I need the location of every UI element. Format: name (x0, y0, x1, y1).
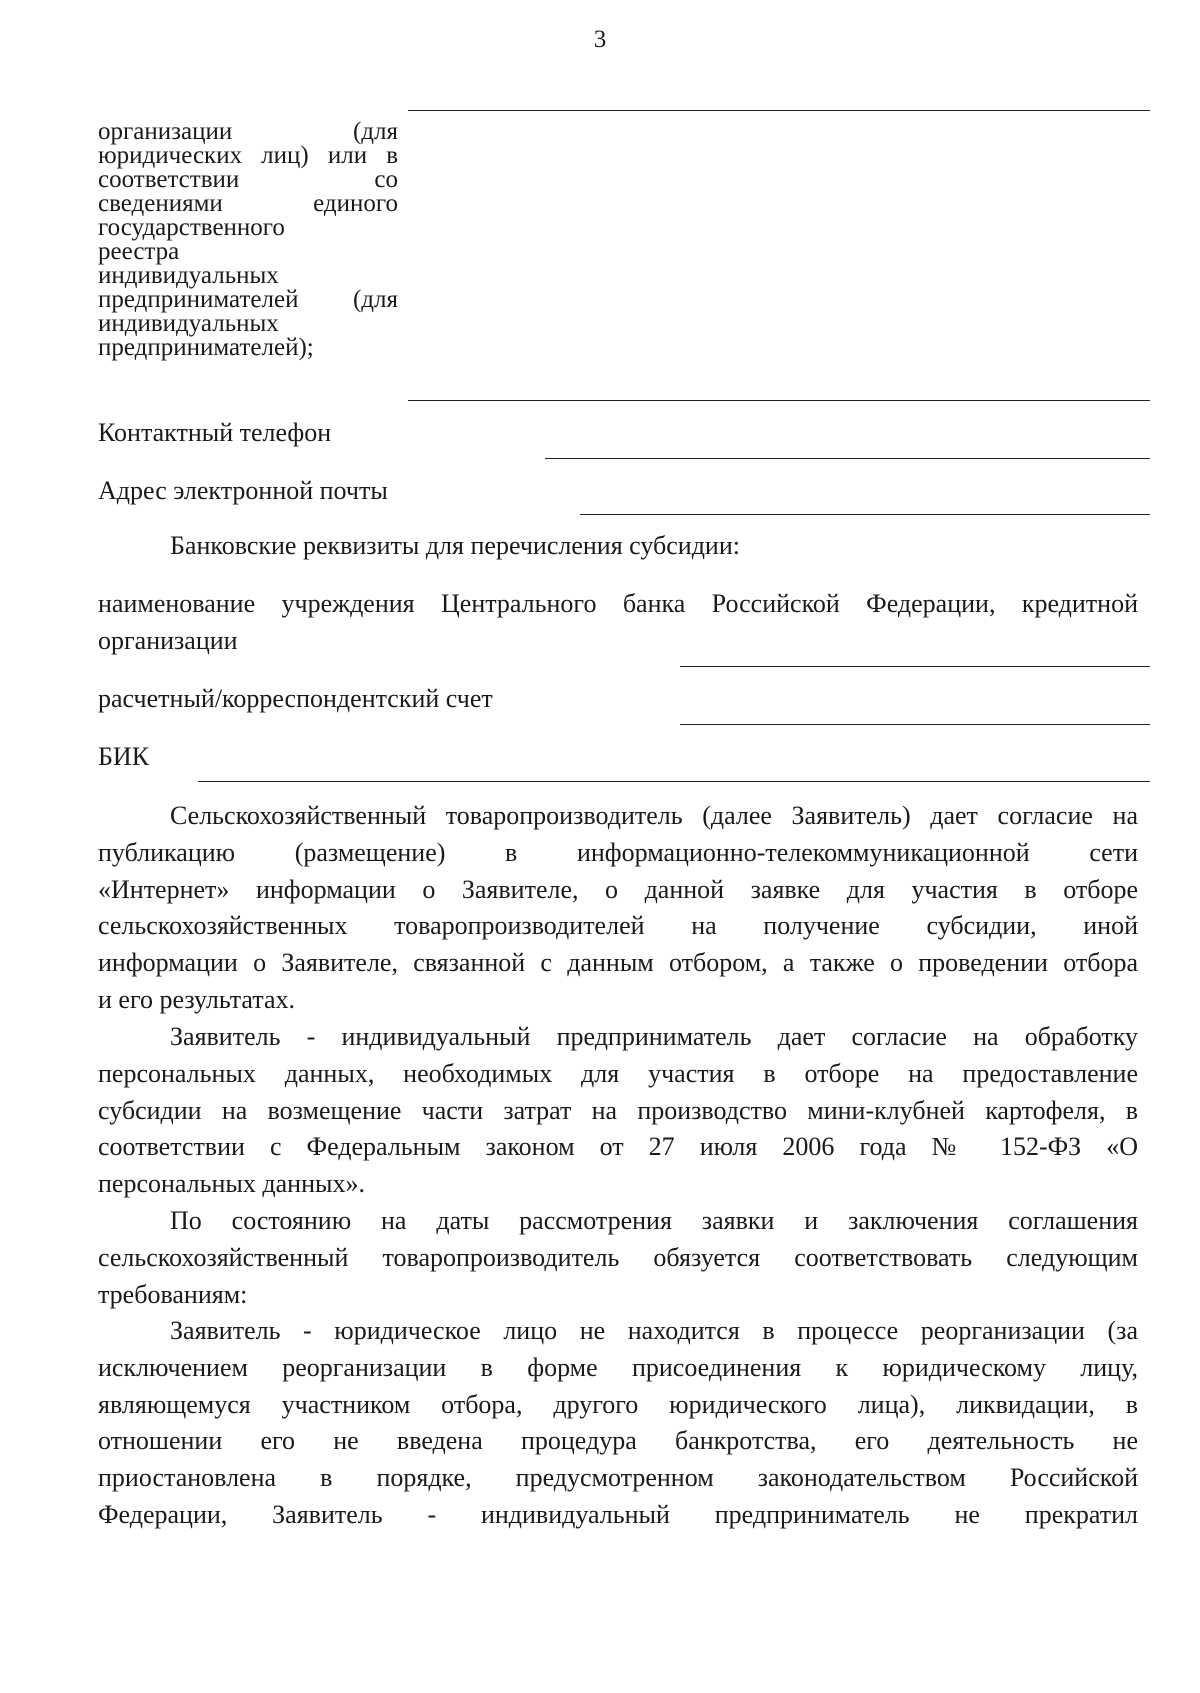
registry-note-line: государственного (98, 214, 285, 241)
paragraph-consent-personal-data (98, 1019, 1138, 1203)
registry-note-line: индивидуальных (98, 262, 279, 289)
paragraph-line: и его результатах. (98, 984, 296, 1014)
paragraph-line: публикацию (размещение) в информационно-телекоммуникационной сети (98, 837, 1138, 867)
bank-name-input-line[interactable] (680, 666, 1150, 667)
paragraph-requirement-reorganization (98, 1313, 1138, 1534)
registry-note-line: индивидуальных (98, 310, 279, 337)
phone-label: Контактный телефон (98, 418, 332, 447)
paragraph-line: По состоянию на даты рассмотрения заявки и заключения соглашения (170, 1206, 1138, 1235)
bank-name-line: наименование учреждения Центрального банка Российской Федерации, кредитной (98, 589, 1138, 618)
account-label: расчетный/корреспондентский счет (98, 684, 493, 713)
bik-input-line[interactable] (198, 781, 1150, 782)
paragraph-line: сельскохозяйственный товаропроизводитель обязуется соответствовать следующим (98, 1242, 1138, 1272)
paragraph-line: Заявитель - юридическое лицо не находится в процессе реорганизации (за (170, 1316, 1138, 1345)
registry-note-line: предпринимателей (для (98, 286, 398, 313)
bank-name-line: организации (98, 625, 238, 655)
paragraph-line: сельскохозяйственных товаропроизводителей на получение субсидии, иной (98, 911, 1138, 941)
bank-details-title: Банковские реквизиты для перечисления субсидии: (170, 531, 740, 560)
paragraph-line: информации о Заявителе, связанной с данным отбором, а также о проведении отбора (98, 948, 1138, 978)
paragraph-line: исключением реорганизации в форме присоединения к юридическому лицу, (98, 1352, 1138, 1382)
paragraph-line: соответствии с Федеральным законом от 27 июля 2006 года № 152-ФЗ «О (98, 1132, 1138, 1162)
bik-label: БИК (98, 742, 150, 771)
blank-line-registry-bottom[interactable] (408, 400, 1150, 401)
paragraph-line: Заявитель - индивидуальный предприниматель дает согласие на обработку (170, 1022, 1138, 1051)
paragraph-line: Сельскохозяйственный товаропроизводитель (далее Заявитель) дает согласие на (170, 801, 1138, 830)
paragraph-requirements-intro (98, 1203, 1138, 1313)
paragraph-line: субсидии на возмещение части затрат на производство мини-клубней картофеля, в (98, 1095, 1138, 1125)
registry-note-line: предпринимателей); (98, 334, 314, 361)
email-input-line[interactable] (580, 514, 1150, 515)
email-label: Адрес электронной почты (98, 476, 388, 505)
paragraph-line: персональных данных». (98, 1169, 365, 1199)
account-input-line[interactable] (680, 724, 1150, 725)
phone-input-line[interactable] (545, 458, 1150, 459)
registry-note-line: организации (для (98, 118, 398, 145)
paragraph-line: требованиям: (98, 1279, 248, 1309)
registry-note (98, 120, 398, 360)
page-number: 3 (593, 26, 607, 53)
paragraph-line: Федерации, Заявитель - индивидуальный предприниматель не прекратил (98, 1499, 1138, 1529)
blank-line-registry-top[interactable] (408, 110, 1150, 111)
bank-name-block (98, 586, 1138, 660)
registry-note-line: соответствии со (98, 166, 398, 193)
paragraph-consent-publication (98, 798, 1138, 1019)
registry-note-line: юридических лиц) или в (98, 142, 398, 169)
paragraph-line: приостановлена в порядке, предусмотренном законодательством Российской (98, 1463, 1138, 1493)
paragraph-line: «Интернет» информации о Заявителе, о данной заявке для участия в отборе (98, 874, 1138, 904)
registry-note-line: реестра (98, 238, 180, 265)
paragraph-line: отношении его не введена процедура банкротства, его деятельность не (98, 1426, 1138, 1456)
paragraph-line: являющемуся участником отбора, другого юридического лица), ликвидации, в (98, 1389, 1138, 1419)
registry-note-line: сведениями единого (98, 190, 398, 217)
paragraph-line: персональных данных, необходимых для участия в отборе на предоставление (98, 1058, 1138, 1088)
